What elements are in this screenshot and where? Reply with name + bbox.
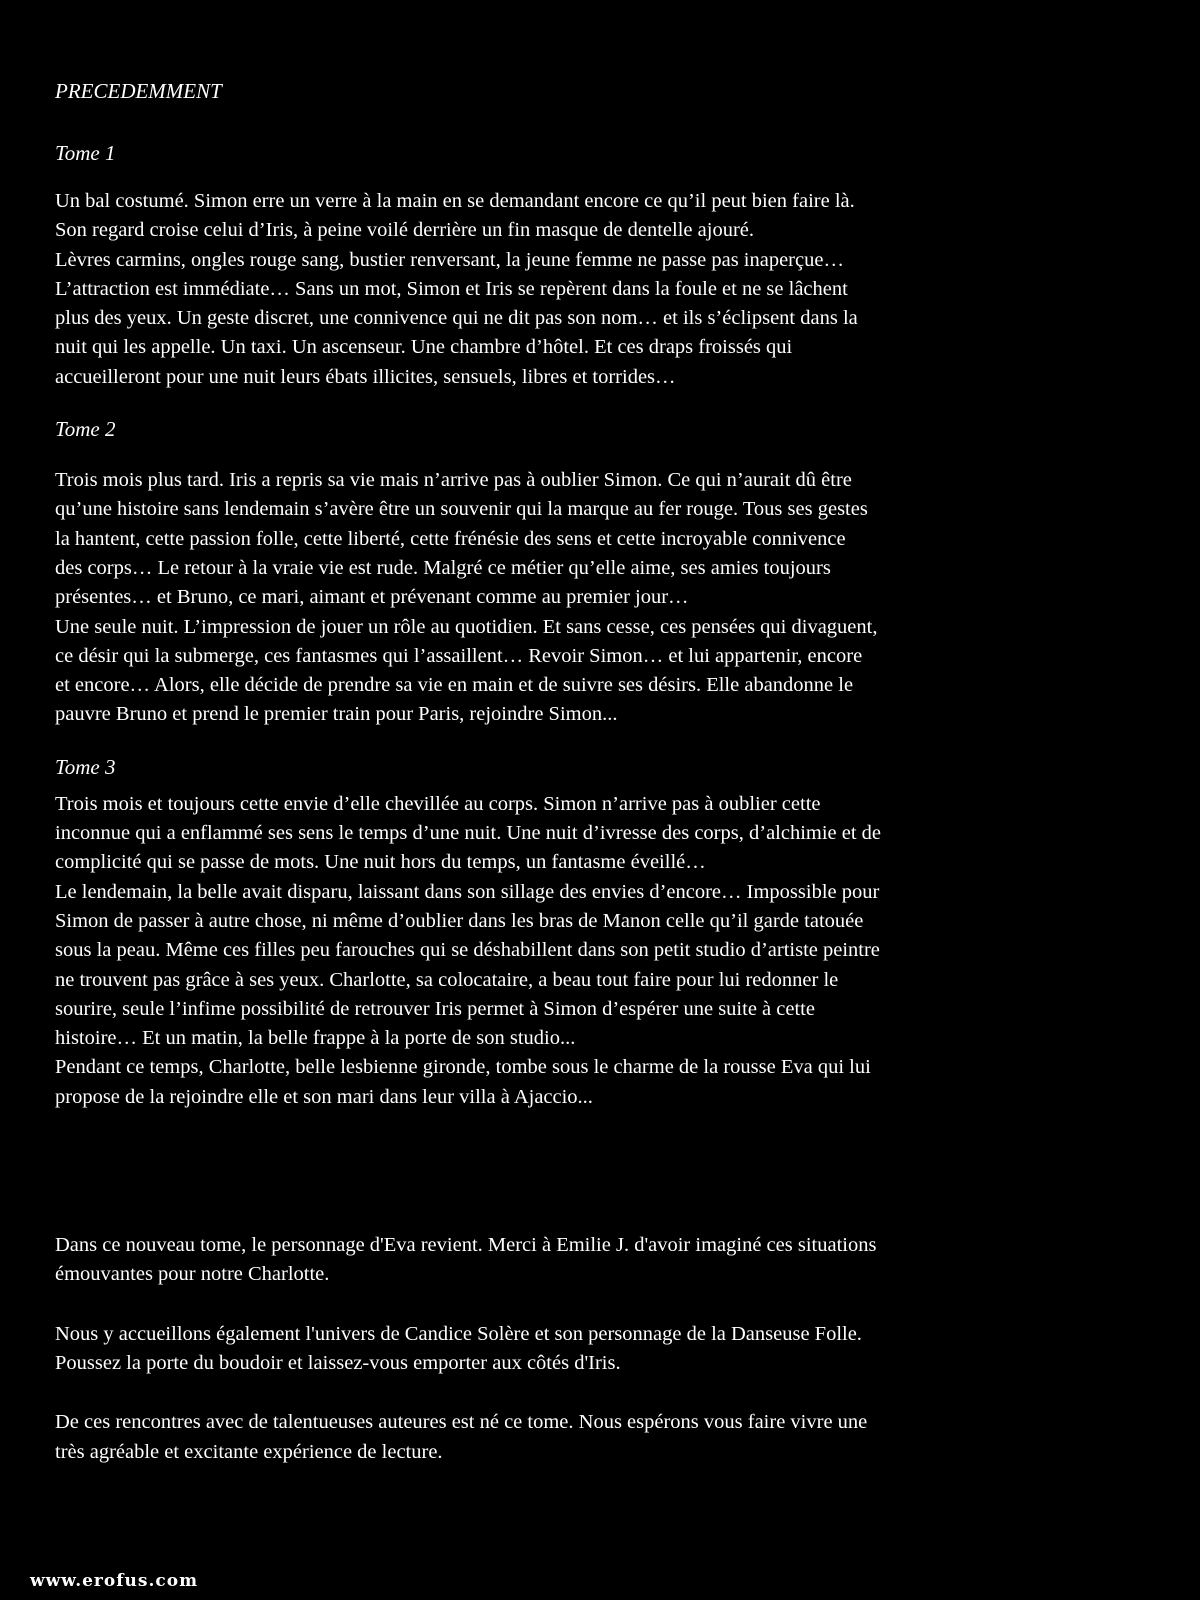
text-line: Trois mois plus tard. Iris a repris sa vie mais n’arrive pas à oublier Simon. Ce qui n’aurait dû être: [55, 469, 852, 492]
tome-title: Tome 1: [55, 141, 116, 165]
text-line: sous la peau. Même ces filles peu farouches qui se déshabillent dans son petit studio d’artiste peintre: [55, 939, 880, 962]
text-line: des corps… Le retour à la vraie vie est rude. Malgré ce métier qu’elle aime, ses amies toujours: [55, 556, 831, 579]
text-line: complicité qui se passe de mots. Une nuit hors du temps, un fantasme éveillé…: [55, 851, 706, 874]
afterword-paragraph: [55, 1231, 1155, 1290]
text-line: Lèvres carmins, ongles rouge sang, bustier renversant, la jeune femme ne passe pas inaperçue…: [55, 248, 844, 271]
text-line: Trois mois et toujours cette envie d’elle chevillée au corps. Simon n’arrive pas à oublier cette: [55, 792, 821, 815]
section-heading: PRECEDEMMENT: [55, 79, 222, 103]
text-line: qu’une histoire sans lendemain s’avère être un souvenir qui la marque au fer rouge. Tous ses gestes: [55, 498, 868, 521]
text-line: De ces rencontres avec de talentueuses auteures est né ce tome. Nous espérons vous faire vivre une: [55, 1411, 868, 1434]
text-line: Dans ce nouveau tome, le personnage d'Eva revient. Merci à Emilie J. d'avoir imaginé ces situations: [55, 1234, 877, 1257]
text-line: très agréable et excitante expérience de lecture.: [55, 1440, 443, 1463]
afterword-paragraph: [55, 1320, 1155, 1379]
text-line: pauvre Bruno et prend le premier train pour Paris, rejoindre Simon...: [55, 703, 618, 726]
text-line: Son regard croise celui d’Iris, à peine voilé derrière un fin masque de dentelle ajouré.: [55, 219, 754, 242]
text-line: propose de la rejoindre elle et son mari dans leur villa à Ajaccio...: [55, 1085, 593, 1108]
tome-summary: [55, 790, 1155, 1112]
text-line: ce désir qui la submerge, ces fantasmes qui l’assaillent… Revoir Simon… et lui appartenir, encore: [55, 644, 863, 667]
text-line: émouvantes pour notre Charlotte.: [55, 1263, 330, 1286]
text-line: Poussez la porte du boudoir et laissez-vous emporter aux côtés d'Iris.: [55, 1351, 621, 1374]
tome-summary: [55, 466, 1155, 730]
afterword-paragraph: [55, 1408, 1155, 1467]
text-line: et encore… Alors, elle décide de prendre sa vie en main et de suivre ses désirs. Elle abandonne le: [55, 674, 854, 697]
text-line: la hantent, cette passion folle, cette liberté, cette frénésie des sens et cette incroyable connivence: [55, 527, 846, 550]
tome-title: Tome 3: [55, 754, 116, 779]
tome-summary: [55, 187, 1155, 392]
text-line: Le lendemain, la belle avait disparu, laissant dans son sillage des envies d’encore… Impossible pour: [55, 880, 880, 903]
text-line: ne trouvent pas grâce à ses yeux. Charlotte, sa colocataire, a beau tout faire pour lui redonner le: [55, 968, 839, 991]
text-line: Un bal costumé. Simon erre un verre à la main en se demandant encore ce qu’il peut bien faire là.: [55, 190, 855, 212]
text-line: Une seule nuit. L’impression de jouer un rôle au quotidien. Et sans cesse, ces pensées qui divaguent,: [55, 615, 878, 638]
site-watermark: www.erofus.com: [30, 1571, 199, 1591]
text-line: sourire, seule l’infime possibilité de retrouver Iris permet à Simon d’espérer une suite à cette: [55, 997, 815, 1020]
text-line: L’attraction est immédiate… Sans un mot, Simon et Iris se repèrent dans la foule et ne se lâchent: [55, 277, 848, 300]
text-line: histoire… Et un matin, la belle frappe à la porte de son studio...: [55, 1027, 576, 1050]
tome-summaries: [55, 138, 1155, 1112]
afterword: [55, 1231, 1155, 1467]
text-line: plus des yeux. Un geste discret, une connivence qui ne dit pas son nom… et ils s’éclipsent dans la: [55, 307, 858, 330]
text-line: inconnue qui a enflammé ses sens le temps d’une nuit. Une nuit d’ivresse des corps, d’alchimie et de: [55, 822, 882, 845]
text-line: Nous y accueillons également l'univers de Candice Solère et son personnage de la Danseuse Folle.: [55, 1322, 862, 1345]
text-line: Pendant ce temps, Charlotte, belle lesbienne gironde, tombe sous le charme de la rousse Eva qui lui: [55, 1056, 871, 1079]
text-line: Simon de passer à autre chose, ni même d’oublier dans les bras de Manon celle qu’il garde tatouée: [55, 909, 864, 932]
tome-title: Tome 2: [55, 417, 116, 442]
text-line: accueilleront pour une nuit leurs ébats illicites, sensuels, libres et torrides…: [55, 365, 676, 388]
text-line: nuit qui les appelle. Un taxi. Un ascenseur. Une chambre d’hôtel. Et ces draps froissés qui: [55, 336, 793, 359]
document-page: [55, 76, 1155, 1467]
text-line: présentes… et Bruno, ce mari, aimant et prévenant comme au premier jour…: [55, 586, 689, 609]
